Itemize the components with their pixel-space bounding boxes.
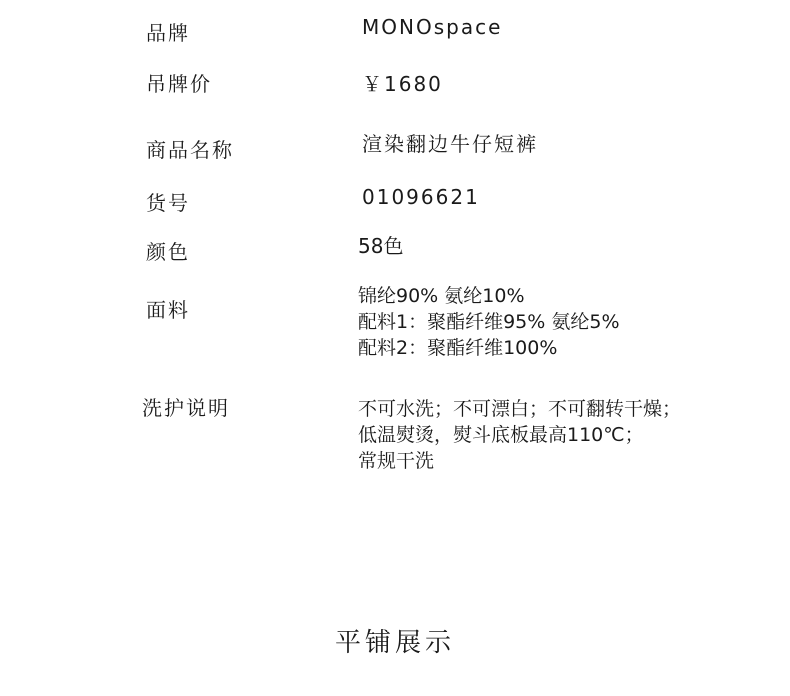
section-title: 平铺展示 (334, 628, 455, 658)
fabric-line: 配料1：聚酯纤维95% 氨纶5% (358, 311, 620, 333)
product-name-label: 商品名称 (146, 138, 234, 162)
color-label: 颜色 (146, 240, 190, 264)
item-no-label: 货号 (146, 191, 190, 215)
product-name-value: 渲染翻边牛仔短裤 (362, 132, 538, 156)
color-value: 58色 (358, 234, 404, 258)
tag-price-label: 吊牌价 (146, 72, 212, 96)
tag-price-value: ￥1680 (362, 72, 443, 96)
item-no-value: 01096621 (362, 185, 480, 209)
fabric-label: 面料 (146, 298, 190, 322)
fabric-line: 锦纶90% 氨纶10% (358, 285, 525, 307)
brand-label: 品牌 (146, 21, 190, 45)
brand-value: MONOspace (362, 15, 503, 39)
care-line: 低温熨烫，熨斗底板最高110℃； (358, 424, 644, 446)
care-value (358, 396, 681, 474)
care-label: 洗护说明 (142, 396, 230, 420)
fabric-line: 配料2：聚酯纤维100% (358, 337, 558, 359)
fabric-value (358, 283, 620, 361)
care-line: 不可水洗；不可漂白；不可翻转干燥； (358, 398, 682, 420)
care-line: 常规干洗 (358, 450, 435, 472)
